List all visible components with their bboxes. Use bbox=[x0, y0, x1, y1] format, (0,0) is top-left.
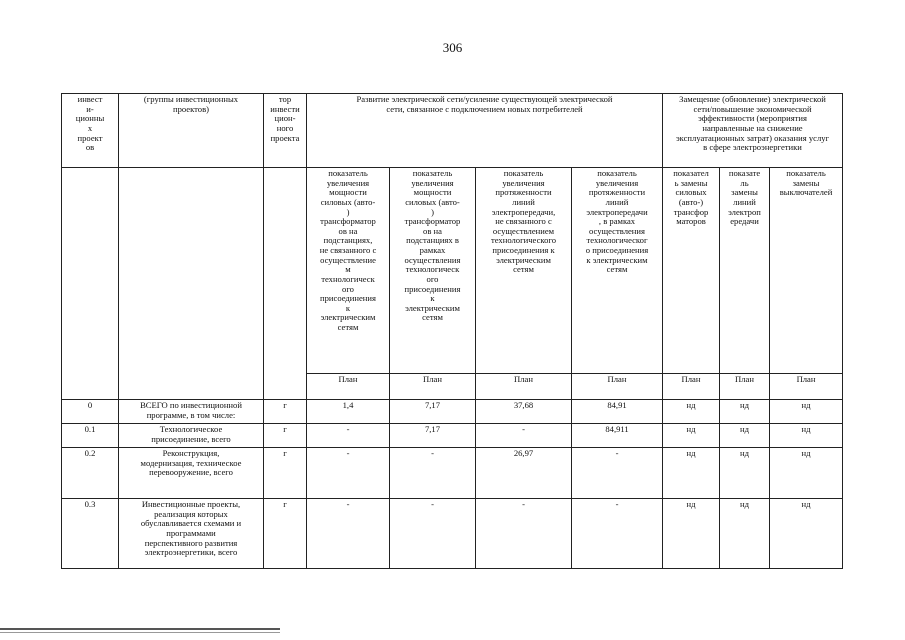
header-groups: (группы инвестиционных проектов) bbox=[119, 94, 264, 168]
row-code: г bbox=[264, 499, 307, 569]
plan-label: План bbox=[307, 374, 390, 400]
footer-rule bbox=[0, 628, 280, 630]
cell-value: 26,97 bbox=[476, 448, 572, 499]
plan-label: План bbox=[390, 374, 476, 400]
cell-value: - bbox=[476, 499, 572, 569]
row-code: г bbox=[264, 400, 307, 424]
subheader-2: показатель увеличения мощности силовых (авто- ) трансформатор ов на подстанциях в рамках осуществления технологическ ого присоединения к электрическим сетям bbox=[390, 168, 476, 374]
page-number: 306 bbox=[442, 40, 463, 55]
cell-value: нд bbox=[663, 424, 720, 448]
cell-value: нд bbox=[663, 400, 720, 424]
cell-value: 84,91 bbox=[572, 400, 663, 424]
cell-value: - bbox=[307, 448, 390, 499]
header-index: инвест и- ционны х проект ов bbox=[62, 94, 119, 168]
cell-value: 84,911 bbox=[572, 424, 663, 448]
subheader-5: показател ь замены силовых (авто-) трансфор маторов bbox=[663, 168, 720, 374]
cell-value: нд bbox=[663, 499, 720, 569]
cell-value: нд bbox=[770, 400, 843, 424]
subheader-3: показатель увеличения протяженности линий электропередачи, не связанного с осуществлением технологического присоединения к электрическим сетям bbox=[476, 168, 572, 374]
row-index: 0.3 bbox=[62, 499, 119, 569]
cell-value: нд bbox=[720, 424, 770, 448]
cell-value: нд bbox=[720, 400, 770, 424]
row-code: г bbox=[264, 424, 307, 448]
table-row bbox=[62, 448, 843, 499]
row-index: 0.1 bbox=[62, 424, 119, 448]
cell-value: - bbox=[390, 499, 476, 569]
cell-value: нд bbox=[720, 499, 770, 569]
cell-value: - bbox=[572, 499, 663, 569]
cell-value: нд bbox=[720, 448, 770, 499]
row-code: г bbox=[264, 448, 307, 499]
cell-value: нд bbox=[770, 499, 843, 569]
plan-label: План bbox=[663, 374, 720, 400]
plan-label: План bbox=[572, 374, 663, 400]
cell-value: - bbox=[476, 424, 572, 448]
table-row bbox=[62, 424, 843, 448]
investment-table bbox=[61, 93, 843, 569]
cell-value: 1,4 bbox=[307, 400, 390, 424]
cell-value: - bbox=[572, 448, 663, 499]
table-row bbox=[62, 400, 843, 424]
header-group-development: Развитие электрической сети/усиление существующей электрической сети, связанное с подключением новых потребителей bbox=[307, 94, 663, 168]
cell-value: - bbox=[307, 424, 390, 448]
plan-label: План bbox=[770, 374, 843, 400]
cell-value: нд bbox=[663, 448, 720, 499]
row-name: Инвестиционные проекты, реализация которых обуславливается схемами и программами перспективного развития электроэнергетики, всего bbox=[119, 499, 264, 569]
cell-value: 7,17 bbox=[390, 400, 476, 424]
cell-value: - bbox=[390, 448, 476, 499]
cell-value: нд bbox=[770, 448, 843, 499]
cell-value: - bbox=[307, 499, 390, 569]
footer-rule-thin bbox=[0, 632, 280, 633]
row-index: 0.2 bbox=[62, 448, 119, 499]
plan-label: План bbox=[720, 374, 770, 400]
table-row bbox=[62, 499, 843, 569]
header-group-replacement: Замещение (обновление) электрической сети/повышение экономической эффективности (мероприятия направленные на снижение эксплуатационных затрат) оказания услуг в сфере электроэнергетики bbox=[663, 94, 843, 168]
row-name: Технологическое присоединение, всего bbox=[119, 424, 264, 448]
cell-value: 37,68 bbox=[476, 400, 572, 424]
subheader-1: показатель увеличения мощности силовых (авто- ) трансформатор ов на подстанциях, не связанного с осуществление м технологическ ого присоединения к электрическим сетям bbox=[307, 168, 390, 374]
cell-value: нд bbox=[770, 424, 843, 448]
subheader-4: показатель увеличения протяженности линий электропередачи , в рамках осуществления технологическог о присоединения к электрическим сетям bbox=[572, 168, 663, 374]
plan-label: План bbox=[476, 374, 572, 400]
subheader-6: показате ль замены линий электроп ередачи bbox=[720, 168, 770, 374]
row-name: Реконструкция, модернизация, техническое перевооружение, всего bbox=[119, 448, 264, 499]
row-name: ВСЕГО по инвестиционной программе, в том числе: bbox=[119, 400, 264, 424]
subheader-7: показатель замены выключателей bbox=[770, 168, 843, 374]
header-id: тор инвести цион- ного проекта bbox=[264, 94, 307, 168]
row-index: 0 bbox=[62, 400, 119, 424]
subheader-row bbox=[62, 168, 843, 374]
cell-value: 7,17 bbox=[390, 424, 476, 448]
header-row bbox=[62, 94, 843, 168]
